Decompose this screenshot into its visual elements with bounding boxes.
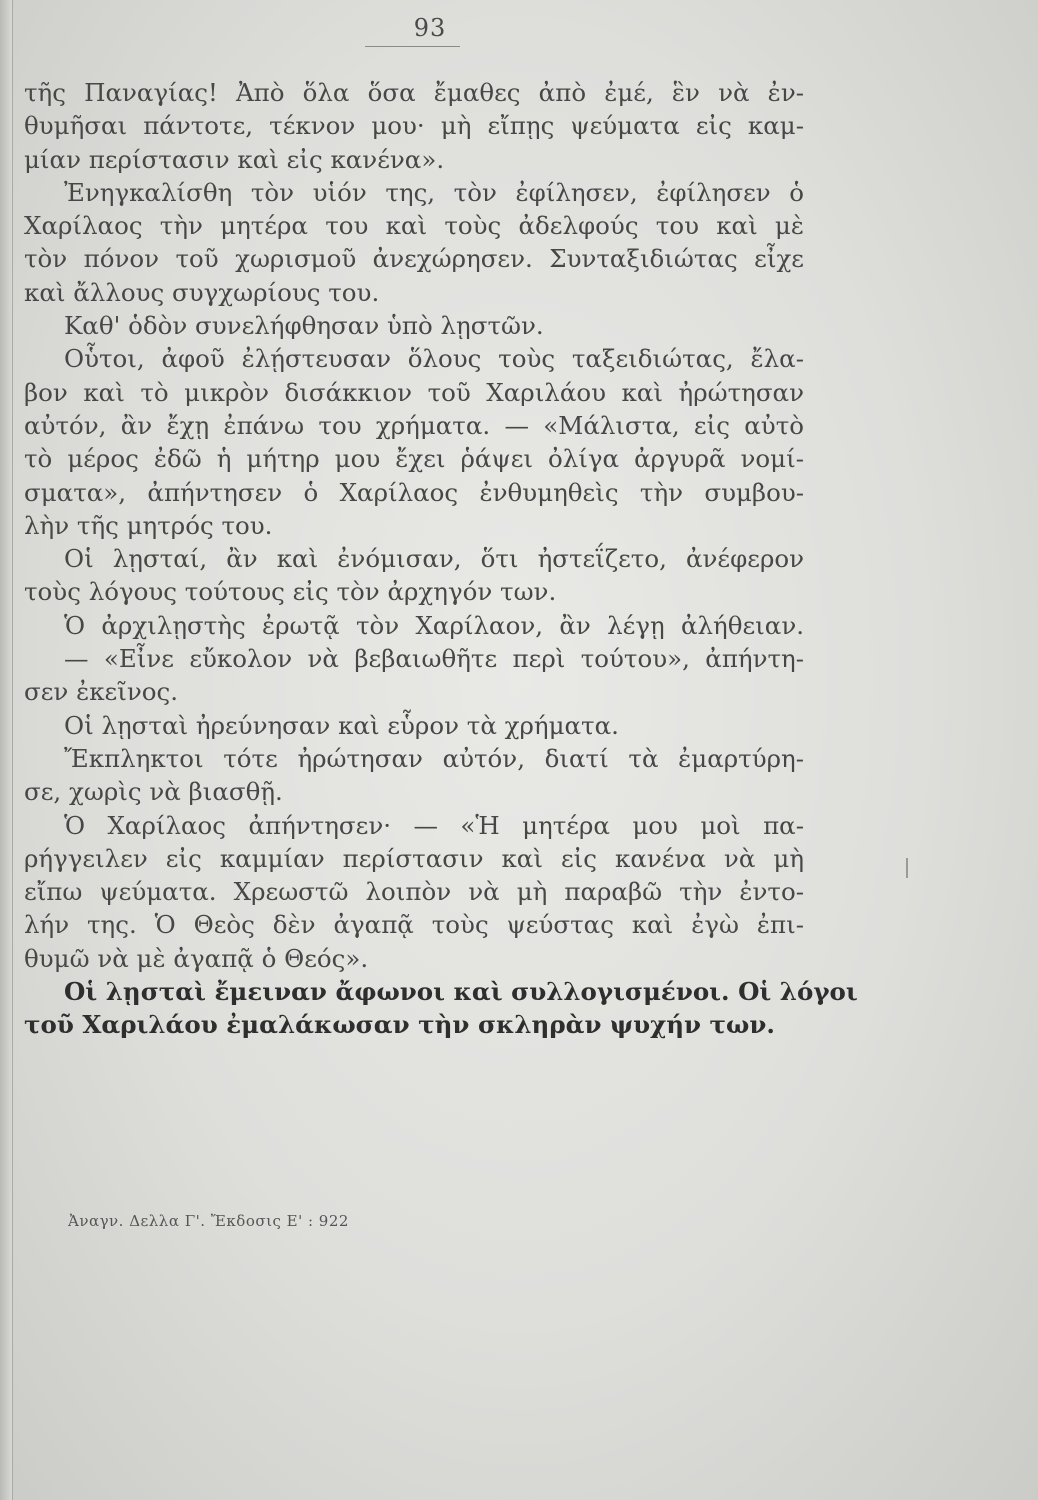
text-line: Ὁ Χαρίλαος ἀπήντησεν· — «Ἡ μητέρα μου μοὶ πα-: [64, 810, 804, 840]
text-line: βον καὶ τὸ μικρὸν δισάκκιον τοῦ Χαριλάου καὶ ἠρώτησαν: [24, 377, 804, 407]
text-line: μίαν περίστασιν καὶ εἰς κανένα».: [24, 144, 445, 174]
page-footer-signature: Ἀναγν. Δελλα Γ'. Ἔκδοσις Ε' : 922: [68, 1212, 349, 1230]
text-line: Ἐνηγκαλίσθη τὸν υἱόν της, τὸν ἐφίλησεν, ἐφίλησεν ὁ: [64, 177, 804, 207]
text-line: ρήγγειλεν εἰς καμμίαν περίστασιν καὶ εἰς κανένα νὰ μὴ: [24, 843, 804, 873]
text-line: καὶ ἄλλους συγχωρίους του.: [24, 277, 380, 307]
text-line: Καθ' ὁδὸν συνελήφθησαν ὑπὸ λῃστῶν.: [64, 311, 544, 341]
text-line: τοῦ Χαριλάου ἐμαλάκωσαν τὴν σκληρὰν ψυχήν των.: [24, 1010, 775, 1040]
body-text: [24, 76, 858, 1042]
text-line: — «Εἶνε εὔκολον νὰ βεβαιωθῆτε περὶ τούτου», ἀπήντη-: [64, 644, 804, 674]
text-line: Οἱ λῃσταὶ ἠρεύνησαν καὶ εὗρον τὰ χρήματα.: [64, 710, 619, 740]
text-line: Ὁ ἀρχιλῃστὴς ἐρωτᾷ τὸν Χαρίλαον, ἂν λέγῃ ἀλήθειαν.: [64, 610, 804, 640]
text-line: Ἔκπληκτοι τότε ἠρώτησαν αὐτόν, διατί τὰ ἐμαρτύρη-: [64, 743, 804, 773]
text-line: θυμῶ νὰ μὲ ἀγαπᾷ ὁ Θεός».: [24, 943, 369, 973]
text-line: σεν ἐκεῖνος.: [24, 677, 179, 707]
page-number-rule: [365, 46, 460, 47]
margin-pencil-mark: [906, 858, 908, 878]
text-line: λὴν τῆς μητρός του.: [24, 510, 273, 540]
text-line: αὐτόν, ἂν ἔχῃ ἐπάνω του χρήματα. — «Μάλιστα, εἰς αὐτὸ: [24, 410, 804, 440]
page-number: 93: [413, 14, 447, 42]
text-line: λήν της. Ὁ Θεὸς δὲν ἀγαπᾷ τοὺς ψεύστας καὶ ἐγὼ ἐπι-: [24, 910, 804, 940]
text-line: σματα», ἀπήντησεν ὁ Χαρίλαος ἐνθυμηθεὶς τὴν συμβου-: [24, 477, 804, 507]
text-line: τῆς Παναγίας! Ἀπὸ ὅλα ὅσα ἔμαθες ἀπὸ ἐμέ, ἓν νὰ ἐν-: [24, 78, 804, 107]
text-line: τὸν πόνον τοῦ χωρισμοῦ ἀνεχώρησεν. Συνταξιδιώτας εἶχε: [24, 244, 804, 274]
text-line: Οἱ λῃσταὶ ἔμειναν ἄφωνοι καὶ συλλογισμένοι. Οἱ λόγοι: [64, 977, 858, 1007]
text-line: τὸ μέρος ἐδῶ ἡ μήτηρ μου ἔχει ῥάψει ὀλίγα ἀργυρᾶ νομί-: [24, 444, 804, 474]
text-line: Οἱ λῃσταί, ἂν καὶ ἐνόμισαν, ὅτι ἠστεΐζετο, ἀνέφερον: [64, 544, 804, 574]
page-spine-shadow: [0, 0, 13, 1500]
text-line: σε, χωρὶς νὰ βιασθῇ.: [24, 777, 283, 807]
text-line: τοὺς λόγους τούτους εἰς τὸν ἀρχηγόν των.: [24, 577, 557, 607]
text-line: εἴπω ψεύματα. Χρεωστῶ λοιπὸν νὰ μὴ παραβῶ τὴν ἐντο-: [24, 877, 804, 907]
text-line: θυμῆσαι πάντοτε, τέκνον μου· μὴ εἴπῃς ψεύματα εἰς καμ-: [24, 111, 804, 141]
text-line: Χαρίλαος τὴν μητέρα του καὶ τοὺς ἀδελφούς του καὶ μὲ: [24, 211, 804, 241]
text-line: Οὗτοι, ἀφοῦ ἐλῄστευσαν ὅλους τοὺς ταξειδιώτας, ἔλα-: [64, 344, 804, 374]
